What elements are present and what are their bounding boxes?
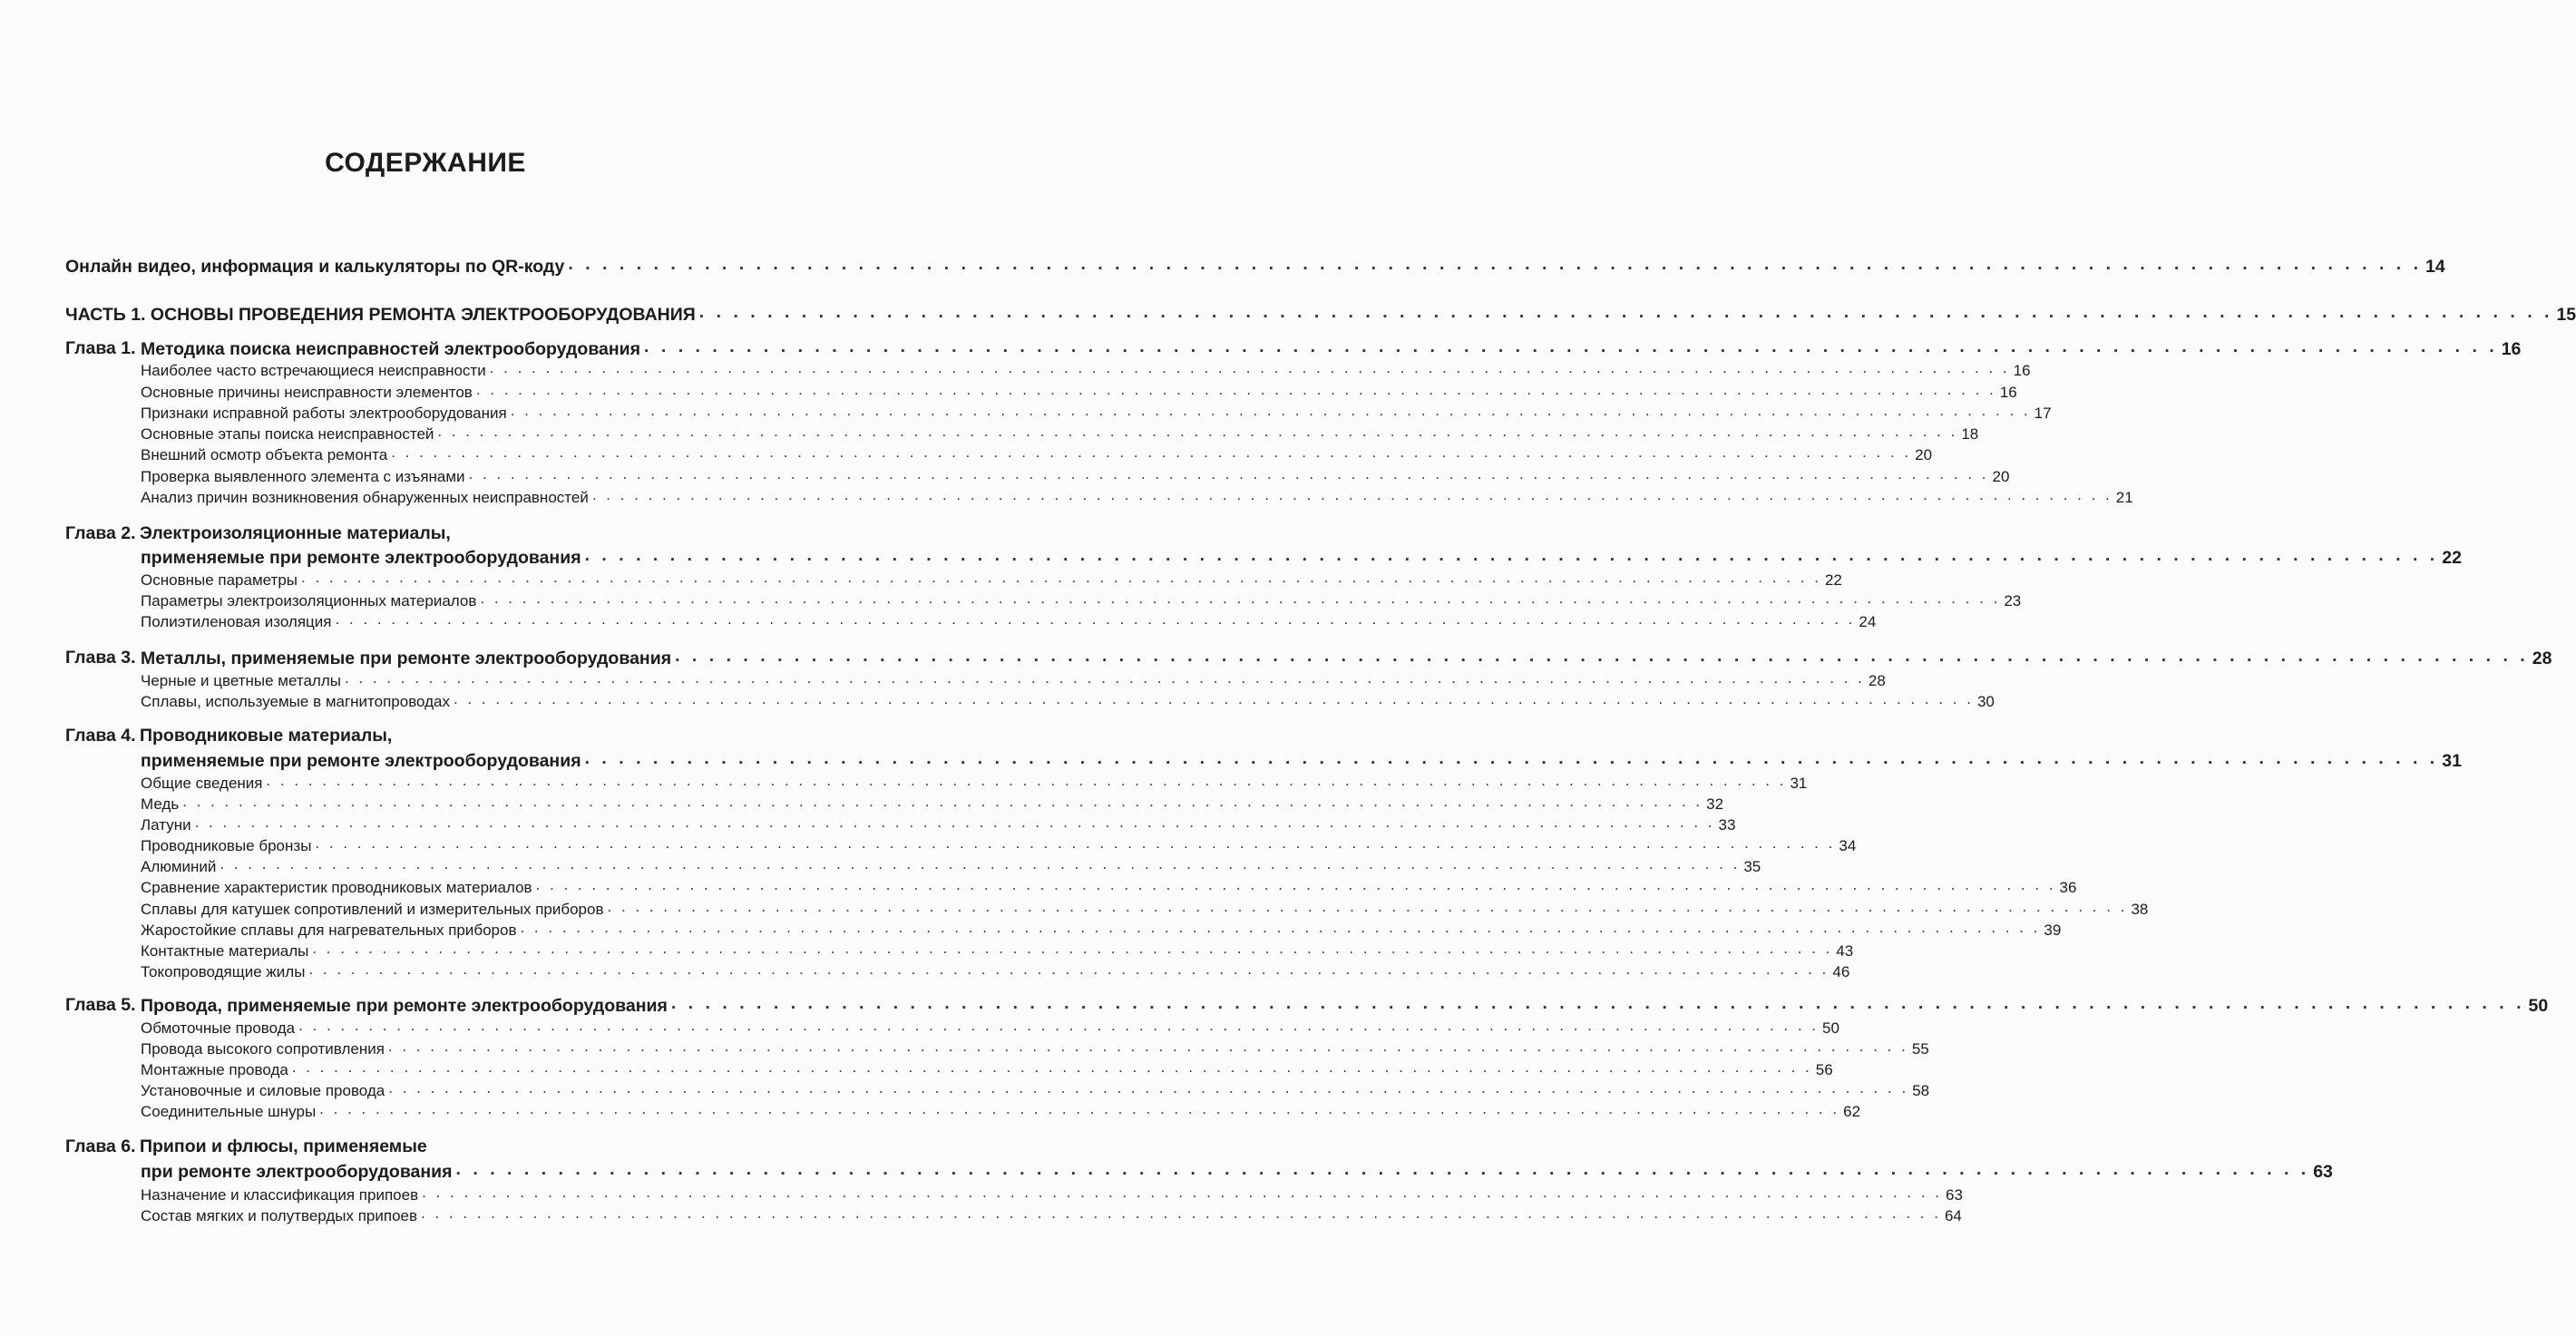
toc-section[interactable]	[141, 919, 2062, 940]
dot-leader: . . . . . . . . . . . . . . . . . . . . . . . . . . . . . . . . . . . . . . . . . . . . . . . . . . . . . . . . . . . . . . . . . . . . . . . . . . . . . . . . . . . . . . . . . . . . . . . . . . . . . . . . . . . . .	[535, 876, 2056, 893]
toc-section[interactable]	[141, 669, 1886, 690]
dot-leader: . . . . . . . . . . . . . . . . . . . . . . . . . . . . . . . . . . . . . . . . . . . . . . . . . . . . . . . . . . . . . . . . . . . . . . . . . . . . . . . . . . . . . . . . . . . . . . . . . . . . . . . . . . . . .	[607, 898, 2128, 915]
toc-chapter-4-label: применяемые при ремонте электрооборудования	[141, 751, 581, 771]
toc-section-page-number: 17	[2034, 405, 2052, 422]
toc-entry-intro[interactable]	[65, 254, 2445, 278]
toc-section-page-number: 58	[1912, 1082, 1930, 1099]
dot-leader: . . . . . . . . . . . . . . . . . . . . . . . . . . . . . . . . . . . . . . . . . . . . . . . . . . . . . . . . . . . . . . . . . . . . . . . . . . . . . . . . . . . . . . . . . . . . . . . . . . . . . . . . . . . . .	[670, 993, 2525, 1013]
toc-chapter-1-page-number: 16	[2501, 339, 2522, 359]
toc-section-label: Назначение и классификация припоев	[141, 1186, 419, 1204]
toc-section[interactable]	[141, 402, 2052, 423]
dot-leader: . . . . . . . . . . . . . . . . . . . . . . . . . . . . . . . . . . . . . . . . . . . . . . . . . . . . . . . . . . . . . . . . . . . . . . . . . . . . . . . . . . . . . . . . . . . . . . . . . . . . . . . . . . . . .	[387, 1038, 1908, 1055]
dot-leader: . . . . . . . . . . . . . . . . . . . . . . . . . . . . . . . . . . . . . . . . . . . . . . . . . . . . . . . . . . . . . . . . . . . . . . . . . . . . . . . . . . . . . . . . . . . . . . . . . . . . . . . . . . . . .	[291, 1058, 1812, 1076]
toc-section-label: Проверка выявленного элемента с изъянами	[141, 468, 465, 485]
toc-section[interactable]	[141, 1017, 1839, 1038]
toc-chapter-3[interactable]	[141, 646, 2552, 669]
toc-section[interactable]	[141, 444, 1933, 464]
toc-section-label: Токопроводящие жилы	[141, 963, 306, 980]
toc-section-page-number: 31	[1790, 775, 1808, 792]
dot-leader: . . . . . . . . . . . . . . . . . . . . . . . . . . . . . . . . . . . . . . . . . . . . . . . . . . . . . . . . . . . . . . . . . . . . . . . . . . . . . . . . . . . . . . . . . . . . . . . . . . . . . . . . . . . . .	[644, 336, 2498, 356]
toc-section-label: Параметры электроизоляционных материалов	[141, 592, 477, 609]
toc-chapter-6[interactable]	[141, 1159, 2333, 1183]
toc-chapter-5[interactable]	[141, 993, 2549, 1017]
toc-section[interactable]	[141, 610, 1877, 631]
toc-chapter-1-label: Методика поиска неисправностей электрооборудования	[141, 339, 641, 359]
toc-section-page-number: 55	[1911, 1040, 1929, 1058]
toc-section-page-number: 35	[1743, 858, 1761, 875]
toc-section[interactable]	[141, 569, 1842, 590]
toc-section-label: Анализ причин возникновения обнаруженных неисправностей	[141, 489, 589, 506]
toc-section-label: Наиболее часто встречающиеся неисправности	[141, 362, 486, 379]
dot-leader: . . . . . . . . . . . . . . . . . . . . . . . . . . . . . . . . . . . . . . . . . . . . . . . . . . . . . . . . . . . . . . . . . . . . . . . . . . . . . . . . . . . . . . . . . . . . . . . . . . . . . . . . . . . . .	[319, 1100, 1840, 1117]
toc-section-page-number: 36	[2059, 879, 2077, 896]
toc-section-page-number: 43	[1836, 942, 1854, 960]
toc-section-page-number: 28	[1868, 672, 1886, 689]
toc-section-label: Латуни	[141, 816, 191, 834]
dot-leader: . . . . . . . . . . . . . . . . . . . . . . . . . . . . . . . . . . . . . . . . . . . . . . . . . . . . . . . . . . . . . . . . . . . . . . . . . . . . . . . . . . . . . . . . . . . . . . . . . . . . . . . . . . . . .	[568, 254, 2423, 274]
toc-section-page-number: 30	[1976, 693, 1995, 710]
toc-section[interactable]	[141, 381, 2017, 402]
toc-section[interactable]	[141, 855, 1761, 876]
dot-leader: . . . . . . . . . . . . . . . . . . . . . . . . . . . . . . . . . . . . . . . . . . . . . . . . . . . . . . . . . . . . . . . . . . . . . . . . . . . . . . . . . . . . . . . . . . . . . . . . . . . . . . . . . . . . .	[312, 940, 1833, 957]
chapter-number: Глава 6.	[65, 1136, 136, 1156]
toc-section-label: Признаки исправной работы электрооборудования	[141, 405, 507, 422]
dot-leader: . . . . . . . . . . . . . . . . . . . . . . . . . . . . . . . . . . . . . . . . . . . . . . . . . . . . . . . . . . . . . . . . . . . . . . . . . . . . . . . . . . . . . . . . . . . . . . . . . . . . . . . . . . . . .	[422, 1184, 1943, 1201]
dot-leader: . . . . . . . . . . . . . . . . . . . . . . . . . . . . . . . . . . . . . . . . . . . . . . . . . . . . . . . . . . . . . . . . . . . . . . . . . . . . . . . . . . . . . . . . . . . . . . . . . . . . . . . . . . . . .	[388, 1079, 1909, 1097]
toc-chapter-2[interactable]	[141, 545, 2462, 569]
dot-leader: . . . . . . . . . . . . . . . . . . . . . . . . . . . . . . . . . . . . . . . . . . . . . . . . . . . . . . . . . . . . . . . . . . . . . . . . . . . . . . . . . . . . . . . . . . . . . . . . . . . . . . . . . . . . .	[266, 772, 1787, 789]
toc-chapter-5-page-number: 50	[2528, 996, 2549, 1016]
dot-leader: . . . . . . . . . . . . . . . . . . . . . . . . . . . . . . . . . . . . . . . . . . . . . . . . . . . . . . . . . . . . . . . . . . . . . . . . . . . . . . . . . . . . . . . . . . . . . . . . . . . . . . . . . . . . .	[220, 855, 1741, 873]
toc-chapter-6-page-number: 63	[2313, 1162, 2333, 1182]
toc-section-label: Основные этапы поиска неисправностей	[141, 425, 434, 443]
toc-section-page-number: 46	[1832, 963, 1850, 980]
toc-entry-part-1-page-number: 15	[2556, 305, 2576, 325]
dot-leader: . . . . . . . . . . . . . . . . . . . . . . . . . . . . . . . . . . . . . . . . . . . . . . . . . . . . . . . . . . . . . . . . . . . . . . . . . . . . . . . . . . . . . . . . . . . . . . . . . . . . . . . . . . . . .	[194, 814, 1715, 831]
toc-section[interactable]	[141, 486, 2133, 507]
toc-section-label: Состав мягких и полутвердых припоев	[141, 1207, 418, 1224]
toc-section[interactable]	[141, 793, 1724, 814]
dot-leader: . . . . . . . . . . . . . . . . . . . . . . . . . . . . . . . . . . . . . . . . . . . . . . . . . . . . . . . . . . . . . . . . . . . . . . . . . . . . . . . . . . . . . . . . . . . . . . . . . . . . . . . . . . . . .	[437, 423, 1958, 440]
toc-section[interactable]	[141, 690, 1995, 711]
toc-section-page-number: 63	[1946, 1186, 1963, 1204]
toc-section-page-number: 20	[1992, 468, 2010, 485]
dot-leader: . . . . . . . . . . . . . . . . . . . . . . . . . . . . . . . . . . . . . . . . . . . . . . . . . . . . . . . . . . . . . . . . . . . . . . . . . . . . . . . . . . . . . . . . . . . . . . . . . . . . . . . . . . . . .	[510, 402, 2031, 419]
toc-section-label: Полиэтиленовая изоляция	[141, 613, 332, 630]
page-title: СОДЕРЖАНИЕ	[325, 148, 526, 178]
dot-leader: . . . . . . . . . . . . . . . . . . . . . . . . . . . . . . . . . . . . . . . . . . . . . . . . . . . . . . . . . . . . . . . . . . . . . . . . . . . . . . . . . . . . . . . . . . . . . . . . . . . . . . . . . . . . .	[335, 610, 1856, 628]
toc-section[interactable]	[141, 1058, 1833, 1079]
dot-leader: . . . . . . . . . . . . . . . . . . . . . . . . . . . . . . . . . . . . . . . . . . . . . . . . . . . . . . . . . . . . . . . . . . . . . . . . . . . . . . . . . . . . . . . . . . . . . . . . . . . . . . . . . . . . .	[301, 569, 1821, 586]
toc-section-page-number: 24	[1859, 613, 1877, 630]
toc-section-label: Провода высокого сопротивления	[141, 1040, 385, 1058]
dot-leader: . . . . . . . . . . . . . . . . . . . . . . . . . . . . . . . . . . . . . . . . . . . . . . . . . . . . . . . . . . . . . . . . . . . . . . . . . . . . . . . . . . . . . . . . . . . . . . . . . . . . . . . . . . . . .	[344, 669, 1865, 687]
toc-section-page-number: 56	[1815, 1061, 1833, 1078]
toc-section[interactable]	[141, 876, 2077, 897]
toc-section-label: Жаростойкие сплавы для нагревательных приборов	[141, 922, 517, 939]
toc-section-label: Проводниковые бронзы	[141, 837, 312, 854]
toc-section[interactable]	[141, 1038, 1929, 1058]
toc-section[interactable]	[141, 1204, 1962, 1225]
toc-section-label: Черные и цветные металлы	[141, 672, 341, 689]
chapter-number: Глава 3.	[65, 648, 136, 668]
toc-chapter-3-page-number: 28	[2532, 648, 2552, 668]
dot-leader: . . . . . . . . . . . . . . . . . . . . . . . . . . . . . . . . . . . . . . . . . . . . . . . . . . . . . . . . . . . . . . . . . . . . . . . . . . . . . . . . . . . . . . . . . . . . . . . . . . . . . . . . . . . . .	[468, 465, 1989, 483]
toc-section[interactable]	[141, 898, 2149, 919]
toc-section-label: Основные причины неисправности элементов	[141, 384, 473, 401]
toc-section[interactable]	[141, 423, 1979, 444]
toc-section-page-number: 32	[1706, 795, 1724, 813]
dot-leader: . . . . . . . . . . . . . . . . . . . . . . . . . . . . . . . . . . . . . . . . . . . . . . . . . . . . . . . . . . . . . . . . . . . . . . . . . . . . . . . . . . . . . . . . . . . . . . . . . . . . . . . . . . . . .	[455, 1159, 2310, 1179]
toc-section[interactable]	[141, 590, 2022, 610]
toc-chapter-1[interactable]	[141, 336, 2522, 360]
toc-section[interactable]	[141, 814, 1736, 834]
chapter-number: Глава 2.	[65, 523, 136, 543]
dot-leader: . . . . . . . . . . . . . . . . . . . . . . . . . . . . . . . . . . . . . . . . . . . . . . . . . . . . . . . . . . . . . . . . . . . . . . . . . . . . . . . . . . . . . . . . . . . . . . . . . . . . . . . . . . . . .	[454, 690, 1974, 707]
toc-entry-intro-page-number: 14	[2425, 257, 2445, 277]
dot-leader: . . . . . . . . . . . . . . . . . . . . . . . . . . . . . . . . . . . . . . . . . . . . . . . . . . . . . . . . . . . . . . . . . . . . . . . . . . . . . . . . . . . . . . . . . . . . . . . . . . . . . . . . . . . . .	[520, 919, 2041, 936]
toc-section-page-number: 50	[1822, 1019, 1839, 1037]
toc-section[interactable]	[141, 465, 2010, 486]
toc-section-page-number: 33	[1718, 816, 1736, 834]
dot-leader: . . . . . . . . . . . . . . . . . . . . . . . . . . . . . . . . . . . . . . . . . . . . . . . . . . . . . . . . . . . . . . . . . . . . . . . . . . . . . . . . . . . . . . . . . . . . . . . . . . . . . . . . . . . . .	[421, 1204, 1941, 1222]
dot-leader: . . . . . . . . . . . . . . . . . . . . . . . . . . . . . . . . . . . . . . . . . . . . . . . . . . . . . . . . . . . . . . . . . . . . . . . . . . . . . . . . . . . . . . . . . . . . . . . . . . . . . . . . . . . . .	[675, 646, 2529, 666]
toc-section-page-number: 62	[1843, 1103, 1861, 1120]
toc-chapter-4-page-number: 31	[2442, 751, 2462, 771]
toc-section[interactable]	[141, 359, 2031, 380]
toc-chapter-2-label: применяемые при ремонте электрооборудования	[141, 548, 581, 568]
toc-section[interactable]	[141, 834, 1857, 855]
dot-leader: . . . . . . . . . . . . . . . . . . . . . . . . . . . . . . . . . . . . . . . . . . . . . . . . . . . . . . . . . . . . . . . . . . . . . . . . . . . . . . . . . . . . . . . . . . . . . . . . . . . . . . . . . . . . .	[584, 748, 2439, 768]
toc-entry-intro-label: Онлайн видео, информация и калькуляторы по QR-коду	[65, 257, 565, 277]
dot-leader: . . . . . . . . . . . . . . . . . . . . . . . . . . . . . . . . . . . . . . . . . . . . . . . . . . . . . . . . . . . . . . . . . . . . . . . . . . . . . . . . . . . . . . . . . . . . . . . . . . . . . . . . . . . . .	[489, 359, 2010, 376]
toc-section-page-number: 16	[1999, 384, 2017, 401]
dot-leader: . . . . . . . . . . . . . . . . . . . . . . . . . . . . . . . . . . . . . . . . . . . . . . . . . . . . . . . . . . . . . . . . . . . . . . . . . . . . . . . . . . . . . . . . . . . . . . . . . . . . . . . . . . . . .	[480, 590, 2001, 607]
dot-leader: . . . . . . . . . . . . . . . . . . . . . . . . . . . . . . . . . . . . . . . . . . . . . . . . . . . . . . . . . . . . . . . . . . . . . . . . . . . . . . . . . . . . . . . . . . . . . . . . . . . . . . . . . . . . .	[584, 545, 2439, 565]
toc-section-label: Внешний осмотр объекта ремонта	[141, 446, 388, 463]
dot-leader: . . . . . . . . . . . . . . . . . . . . . . . . . . . . . . . . . . . . . . . . . . . . . . . . . . . . . . . . . . . . . . . . . . . . . . . . . . . . . . . . . . . . . . . . . . . . . . . . . . . . . . . . . . . . .	[315, 834, 1836, 852]
toc-chapter-6-label: при ремонте электрооборудования	[141, 1162, 453, 1182]
chapter-number: Глава 4.	[65, 726, 136, 746]
toc-chapter-3-label: Металлы, применяемые при ремонте электрооборудования	[141, 648, 672, 668]
toc-chapter-4[interactable]	[141, 748, 2462, 772]
toc-section-label: Сплавы для катушек сопротивлений и измерительных приборов	[141, 901, 604, 918]
toc-section-page-number: 18	[1961, 425, 1979, 443]
toc-chapter-2-page-number: 22	[2442, 548, 2462, 568]
toc-section-page-number: 16	[2013, 362, 2031, 379]
toc-section-label: Основные параметры	[141, 571, 298, 589]
toc-section-page-number: 23	[2004, 592, 2022, 609]
toc-section-page-number: 38	[2131, 901, 2149, 918]
toc-entry-part-1-label: ЧАСТЬ 1. ОСНОВЫ ПРОВЕДЕНИЯ РЕМОНТА ЭЛЕКТРООБОРУДОВАНИЯ	[65, 305, 696, 325]
dot-leader: . . . . . . . . . . . . . . . . . . . . . . . . . . . . . . . . . . . . . . . . . . . . . . . . . . . . . . . . . . . . . . . . . . . . . . . . . . . . . . . . . . . . . . . . . . . . . . . . . . . . . . . . . . . . .	[475, 381, 1996, 398]
toc-section-page-number: 64	[1944, 1207, 1962, 1224]
chapter-title-line: Припои и флюсы, применяемые	[140, 1136, 427, 1156]
toc-section-page-number: 22	[1824, 571, 1842, 589]
table-of-contents	[65, 0, 2576, 1336]
toc-section-label: Сплавы, используемые в магнитопроводах	[141, 693, 451, 710]
toc-section[interactable]	[141, 961, 1850, 981]
toc-section-label: Обмоточные провода	[141, 1019, 296, 1037]
toc-section[interactable]	[141, 772, 1808, 793]
chapter-number: Глава 1.	[65, 338, 136, 358]
dot-leader: . . . . . . . . . . . . . . . . . . . . . . . . . . . . . . . . . . . . . . . . . . . . . . . . . . . . . . . . . . . . . . . . . . . . . . . . . . . . . . . . . . . . . . . . . . . . . . . . . . . . . . . . . . . . .	[391, 444, 1912, 461]
toc-section-label: Алюминий	[141, 858, 217, 875]
toc-section[interactable]	[141, 1079, 1930, 1100]
chapter-number: Глава 5.	[65, 995, 136, 1015]
toc-section[interactable]	[141, 940, 1854, 961]
toc-section-label: Контактные материалы	[141, 942, 309, 960]
toc-section-label: Общие сведения	[141, 775, 263, 792]
dot-leader: . . . . . . . . . . . . . . . . . . . . . . . . . . . . . . . . . . . . . . . . . . . . . . . . . . . . . . . . . . . . . . . . . . . . . . . . . . . . . . . . . . . . . . . . . . . . . . . . . . . . . . . . . . . . .	[298, 1017, 1820, 1034]
chapter-title-line: Проводниковые материалы,	[140, 726, 393, 746]
toc-section-page-number: 21	[2115, 489, 2133, 506]
toc-section-label: Медь	[141, 795, 180, 813]
toc-section[interactable]	[141, 1100, 1861, 1121]
toc-section-label: Соединительные шнуры	[141, 1103, 317, 1120]
chapter-title-line: Электроизоляционные материалы,	[140, 523, 451, 543]
toc-section[interactable]	[141, 1184, 1963, 1204]
toc-section-page-number: 39	[2044, 922, 2062, 939]
toc-chapter-5-label: Провода, применяемые при ремонте электрооборудования	[141, 996, 668, 1016]
dot-leader: . . . . . . . . . . . . . . . . . . . . . . . . . . . . . . . . . . . . . . . . . . . . . . . . . . . . . . . . . . . . . . . . . . . . . . . . . . . . . . . . . . . . . . . . . . . . . . . . . . . . . . . . . . . . .	[591, 486, 2113, 503]
dot-leader: . . . . . . . . . . . . . . . . . . . . . . . . . . . . . . . . . . . . . . . . . . . . . . . . . . . . . . . . . . . . . . . . . . . . . . . . . . . . . . . . . . . . . . . . . . . . . . . . . . . . . . . . . . . . .	[308, 961, 1830, 978]
dot-leader: . . . . . . . . . . . . . . . . . . . . . . . . . . . . . . . . . . . . . . . . . . . . . . . . . . . . . . . . . . . . . . . . . . . . . . . . . . . . . . . . . . . . . . . . . . . . . . . . . . . . . . . . . . . . .	[182, 793, 1703, 810]
toc-section-label: Сравнение характеристик проводниковых материалов	[141, 879, 532, 896]
toc-section-page-number: 34	[1839, 837, 1857, 854]
dot-leader: . . . . . . . . . . . . . . . . . . . . . . . . . . . . . . . . . . . . . . . . . . . . . . . . . . . . . . . . . . . . . . . . . . . . . . . . . . . . . . . . . . . . . . . . . . . . . . . . . . . . . . . . . . . . .	[698, 302, 2553, 322]
toc-section-page-number: 20	[1915, 446, 1933, 463]
toc-entry-part-1[interactable]	[65, 302, 2576, 326]
toc-section-label: Монтажные провода	[141, 1061, 288, 1078]
toc-section-label: Установочные и силовые провода	[141, 1082, 385, 1099]
